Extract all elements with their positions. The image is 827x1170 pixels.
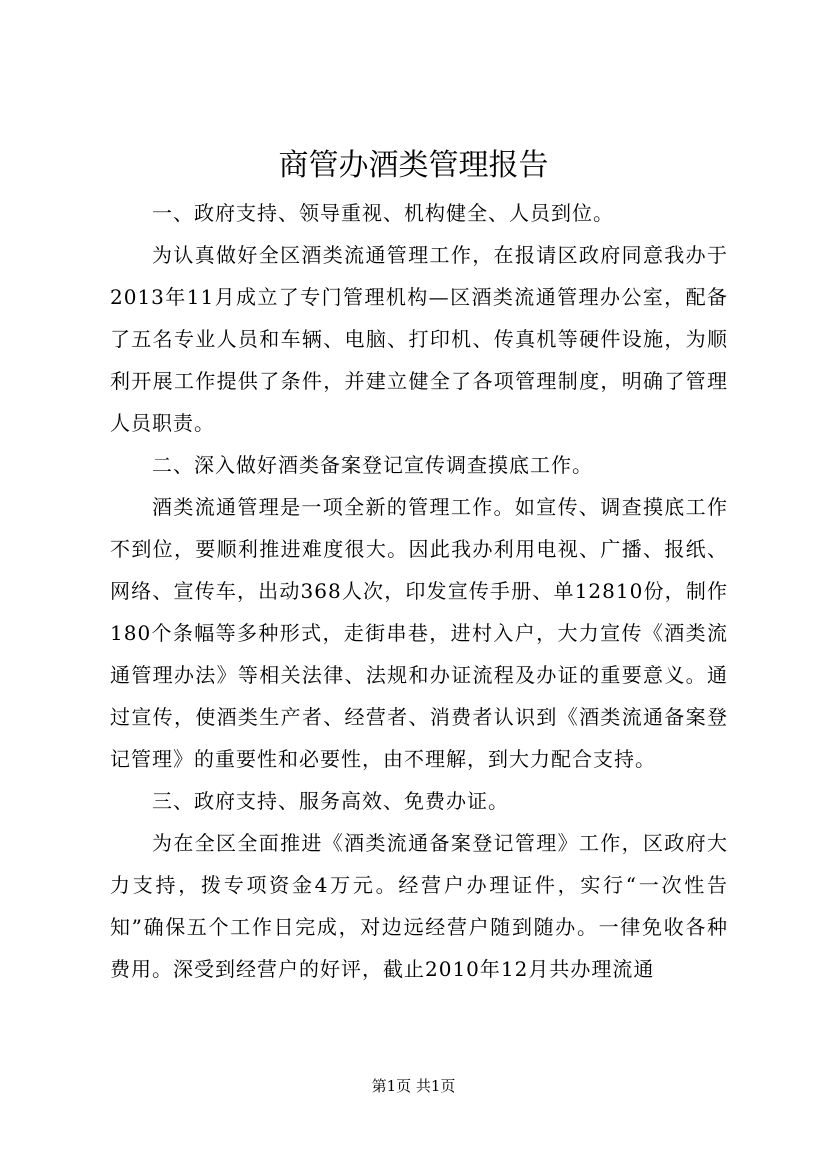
paragraph-3: 为在全区全面推进《酒类流通备案登记管理》工作，区政府大力支持，拨专项资金4万元。经营户办理证件，实行“一次性告知”确保五个工作日完成，对边远经营户随到随办。一律免收各种费用。深受到经营户的好评，截止2010年12月共办理流通 xyxy=(110,831,728,981)
document-title: 商管办酒类管理报告 xyxy=(278,148,549,183)
document-body xyxy=(110,192,728,990)
section-heading-3: 三、政府支持、服务高效、免费办证。 xyxy=(152,789,509,813)
paragraph-1: 为认真做好全区酒类流通管理工作，在报请区政府同意我办于2013年11月成立了专门管理机构—区酒类流通管理办公室，配备了五名专业人员和车辆、电脑、打印机、传真机等硬件设施，为顺利开展工作提供了条件，并建立健全了各项管理制度，明确了管理人员职责。 xyxy=(110,243,728,435)
paragraph-2: 酒类流通管理是一项全新的管理工作。如宣传、调查摸底工作不到位，要顺利推进难度很大。因此我办利用电视、广播、报纸、网络、宣传车，出动368人次，印发宣传手册、单12810份，制作180个条幅等多种形式，走街串巷，进村入户，大力宣传《酒类流通管理办法》等相关法律、法规和办证流程及办证的重要意义。通过宣传，使酒类生产者、经营者、消费者认识到《酒类流通备案登记管理》的重要性和必要性，由不理解，到大力配合支持。 xyxy=(110,495,728,771)
page-footer xyxy=(0,1076,827,1096)
section-heading-1: 一、政府支持、领导重视、机构健全、人员到位。 xyxy=(152,201,614,225)
page-number: 第1页 共1页 xyxy=(371,1077,456,1095)
section-heading-2: 二、深入做好酒类备案登记宣传调查摸底工作。 xyxy=(152,453,593,477)
